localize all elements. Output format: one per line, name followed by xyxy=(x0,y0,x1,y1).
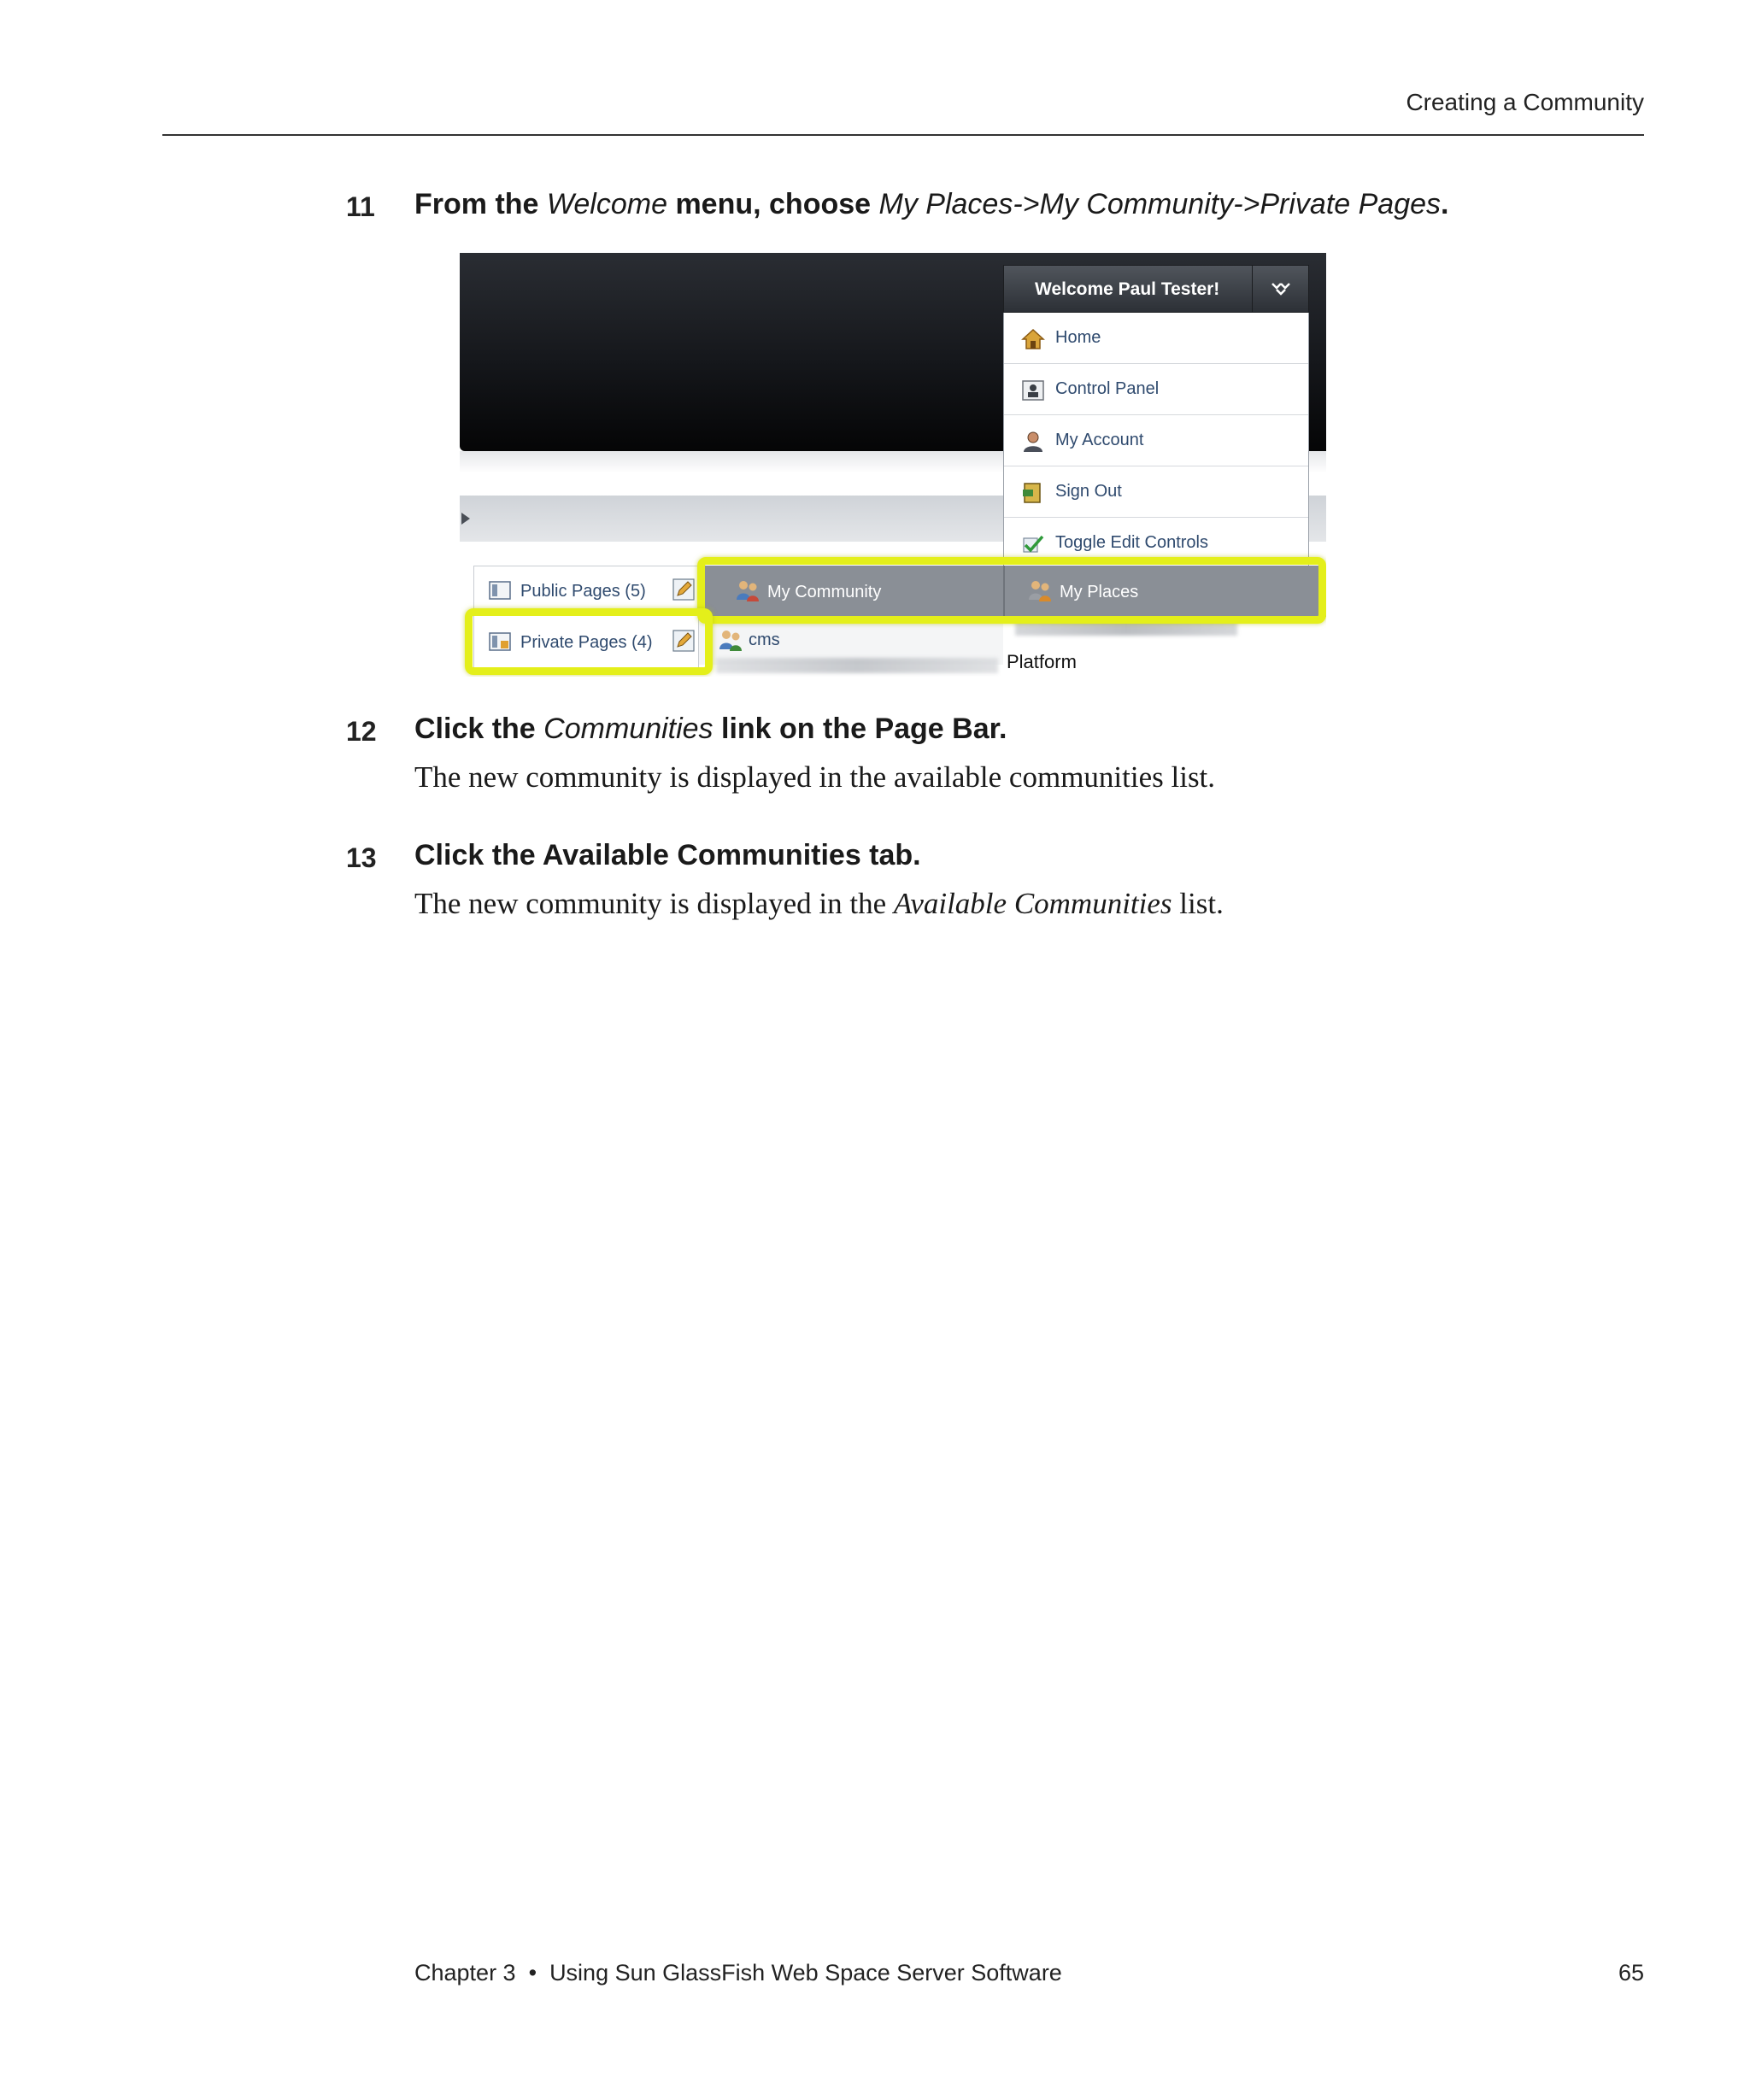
body-text: list. xyxy=(1172,887,1224,920)
menu-item-my-account[interactable] xyxy=(1004,415,1308,466)
user-icon xyxy=(1021,431,1045,453)
heading-text: . xyxy=(1441,188,1449,220)
footer-separator: • xyxy=(528,1960,537,1986)
step-heading xyxy=(414,713,1007,746)
menu-item-label: Toggle Edit Controls xyxy=(1055,533,1208,552)
highlight-my-places xyxy=(697,557,1326,624)
step-number: 12 xyxy=(346,716,377,747)
book-title: Using Sun GlassFish Web Space Server Software xyxy=(549,1960,1062,1986)
heading-emphasis: My Places->My Community->Private Pages xyxy=(878,188,1442,220)
edit-icon[interactable] xyxy=(671,577,696,602)
welcome-menu xyxy=(1003,313,1309,569)
sign-out-icon xyxy=(1021,482,1045,504)
cms-label: cms xyxy=(749,631,780,649)
body-emphasis: Available Communities xyxy=(893,887,1172,920)
heading-text: Click the xyxy=(414,713,544,745)
highlight-private-pages xyxy=(465,608,713,675)
menu-item-control-panel[interactable] xyxy=(1004,364,1308,415)
dock-arrow-icon xyxy=(461,513,470,525)
heading-emphasis: Communities xyxy=(543,713,714,745)
heading-text: From the xyxy=(414,188,547,220)
checkmark-icon xyxy=(1021,533,1045,555)
header-rule xyxy=(162,134,1644,136)
menu-item-label: Home xyxy=(1055,328,1101,347)
public-pages-label: Public Pages (5) xyxy=(520,582,646,601)
running-header: Creating a Community xyxy=(1406,89,1644,115)
menu-item-label: My Account xyxy=(1055,431,1144,449)
home-icon xyxy=(1021,328,1045,350)
community-icon xyxy=(718,627,743,653)
my-community-label[interactable]: My Community xyxy=(767,583,882,601)
step-number: 11 xyxy=(346,191,375,222)
step-heading: Click the Available Communities tab. xyxy=(414,839,921,871)
step-body: The new community is displayed in the available communities list. xyxy=(414,760,1216,794)
platform-text: Platform xyxy=(1007,651,1077,672)
page-number: 65 xyxy=(1618,1960,1644,1986)
welcome-title: Welcome Paul Tester! xyxy=(1035,279,1220,299)
heading-emphasis: Welcome xyxy=(546,188,667,220)
menu-toggle-icon[interactable] xyxy=(1252,266,1308,312)
footer-chapter xyxy=(414,1960,1062,1986)
heading-text: menu, choose xyxy=(667,188,879,220)
chapter-label: Chapter 3 xyxy=(414,1960,516,1986)
step-body xyxy=(414,887,1224,921)
welcome-menu-screenshot xyxy=(460,253,1326,677)
blurred-background-text xyxy=(716,658,998,673)
menu-item-sign-out[interactable] xyxy=(1004,466,1308,518)
my-places-label[interactable]: My Places xyxy=(1060,583,1139,601)
private-pages-label: Private Pages (4) xyxy=(520,633,653,652)
menu-item-home[interactable] xyxy=(1004,313,1308,364)
menu-item-label: Sign Out xyxy=(1055,482,1122,501)
menu-item-label: Control Panel xyxy=(1055,379,1160,398)
heading-text: link on the Page Bar. xyxy=(713,713,1007,745)
page-icon xyxy=(488,580,512,601)
body-text: The new community is displayed in the xyxy=(414,887,894,920)
step-number: 13 xyxy=(346,842,377,873)
welcome-menu-header[interactable] xyxy=(1003,265,1309,313)
step-heading xyxy=(414,188,1449,221)
control-panel-icon xyxy=(1021,379,1045,402)
